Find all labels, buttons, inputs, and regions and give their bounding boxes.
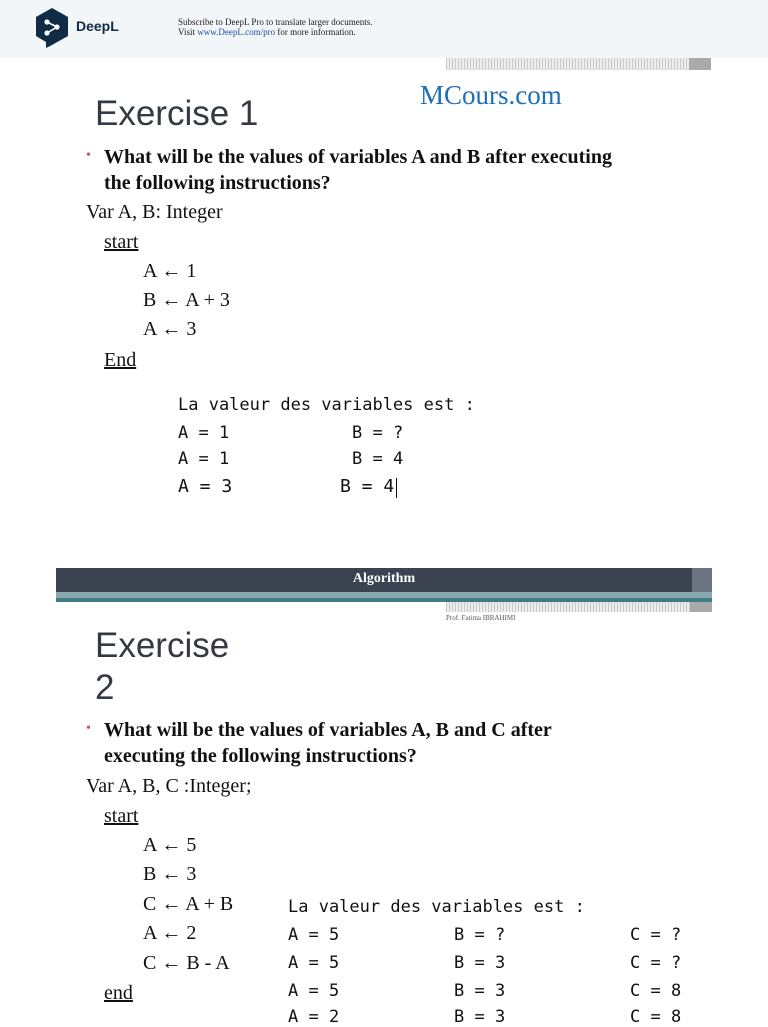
visit-line — [178, 27, 372, 37]
result-b: B = ? — [352, 423, 404, 443]
exercise1-end: End — [104, 349, 137, 371]
result-a: A = 1 — [178, 449, 230, 469]
result-a: A = 2 — [288, 1007, 340, 1027]
result-b: B = 3 — [454, 953, 506, 973]
visit-suffix: for more information. — [275, 27, 356, 37]
exercise2-end: end — [104, 982, 133, 1004]
result-header: La valeur des variables est : — [178, 395, 475, 415]
instruction: A ← 3 — [143, 318, 197, 340]
exercise2-start: start — [104, 805, 139, 827]
professor-name: Prof. Fatima IBRAHIMI — [446, 614, 516, 622]
result-b: B = 4 — [352, 449, 404, 469]
question-line: the following instructions? — [104, 172, 331, 194]
instruction: B ← A + 3 — [143, 289, 230, 311]
text-cursor — [396, 478, 397, 498]
result-a: A = 3 — [178, 476, 233, 497]
result-a: A = 5 — [288, 953, 340, 973]
instruction: A ← 2 — [143, 922, 197, 944]
exercise2-question — [104, 717, 552, 769]
bullet-dot-icon: • — [86, 721, 91, 736]
instruction: A ← 1 — [143, 260, 197, 282]
result-header: La valeur des variables est : — [288, 897, 585, 917]
exercise1-question — [104, 144, 612, 196]
deepl-pro-link[interactable]: www.DeepL.com/pro — [197, 27, 276, 37]
exercise1-title: Exercise 1 — [95, 94, 259, 133]
exercise2-title-line2: 2 — [95, 668, 115, 707]
exercise1-start: start — [104, 231, 139, 253]
exercise2-title-line1: Exercise — [95, 626, 230, 665]
algorithm-label: Algorithm — [352, 571, 416, 586]
exercise2-declaration: Var A, B, C :Integer; — [86, 775, 252, 797]
instruction: C ← A + B — [143, 893, 234, 915]
bar-end-block — [692, 568, 712, 592]
bullet-dot-icon: • — [86, 148, 91, 163]
instruction: B ← 3 — [143, 863, 197, 885]
result-c: C = 8 — [630, 1007, 682, 1027]
result-b: B = 4 — [340, 476, 395, 497]
instruction: C ← B - A — [143, 952, 230, 974]
algorithm-bar — [56, 568, 712, 592]
instruction: A ← 5 — [143, 834, 197, 856]
decorative-stripe — [446, 602, 712, 612]
result-b: B = 3 — [454, 981, 506, 1001]
result-c: C = 8 — [630, 981, 682, 1001]
exercise1-declaration: Var A, B: Integer — [86, 201, 223, 223]
result-a: A = 5 — [288, 981, 340, 1001]
decorative-stripe — [446, 58, 711, 70]
question-line: What will be the values of variables A, B and C after — [104, 719, 552, 741]
deepl-logo-text[interactable]: DeepL — [76, 18, 119, 34]
result-c: C = ? — [630, 925, 682, 945]
question-line: What will be the values of variables A and B after executing — [104, 146, 612, 168]
subscribe-line: Subscribe to DeepL Pro to translate larger documents. — [178, 17, 373, 27]
question-line: executing the following instructions? — [104, 745, 417, 767]
result-a: A = 5 — [288, 925, 340, 945]
result-b: B = ? — [454, 925, 506, 945]
result-b: B = 3 — [454, 1007, 506, 1027]
subscribe-notice — [178, 17, 372, 37]
deepl-logo-icon[interactable] — [34, 7, 70, 49]
result-a: A = 1 — [178, 423, 230, 443]
result-c: C = ? — [630, 953, 682, 973]
visit-prefix: Visit — [178, 27, 198, 37]
mcours-brand[interactable]: MCours.com — [420, 80, 562, 110]
